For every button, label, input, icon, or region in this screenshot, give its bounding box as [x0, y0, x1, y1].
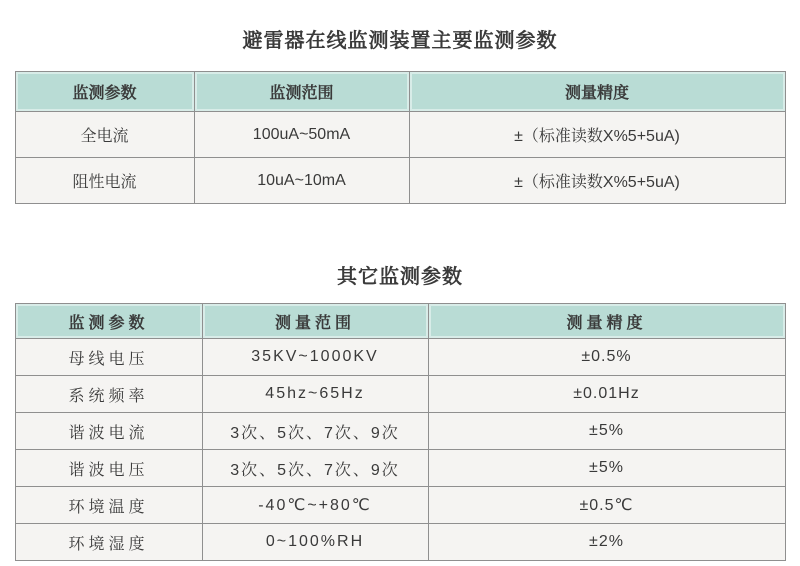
table-cell: ±（标准读数X%5+5uA) — [409, 158, 785, 204]
table-cell: 母线电压 — [15, 339, 202, 376]
table-cell: 0~100%RH — [202, 524, 428, 561]
table-row — [15, 112, 785, 158]
table-row — [15, 487, 785, 524]
table-row — [15, 413, 785, 450]
table-cell: 系统频率 — [15, 376, 202, 413]
other-table-title: 其它监测参数 — [337, 266, 463, 288]
header-cell-accuracy: 测量精度 — [409, 72, 785, 112]
table-row — [15, 339, 785, 376]
table-cell: 100uA~50mA — [194, 112, 409, 158]
table-cell: ±5% — [428, 450, 785, 487]
table-cell: 45hz~65Hz — [202, 376, 428, 413]
table-cell: -40℃~+80℃ — [202, 487, 428, 524]
table-cell: 10uA~10mA — [194, 158, 409, 204]
main-table-title: 避雷器在线监测装置主要监测参数 — [242, 30, 558, 52]
main-table-body — [15, 112, 785, 204]
table-cell: ±5% — [428, 413, 785, 450]
table-cell: 谐波电压 — [15, 450, 202, 487]
header-cell-accuracy: 测量精度 — [428, 304, 785, 339]
other-table-header — [15, 304, 785, 339]
main-parameters-table — [15, 71, 786, 204]
table-cell: ±0.01Hz — [428, 376, 785, 413]
table-cell: 谐波电流 — [15, 413, 202, 450]
table-cell: 35KV~1000KV — [202, 339, 428, 376]
table-header-row — [15, 304, 785, 339]
table-cell: ±0.5% — [428, 339, 785, 376]
table-row — [15, 524, 785, 561]
table-cell: 3次、5次、7次、9次 — [202, 450, 428, 487]
header-cell-range: 测量范围 — [202, 304, 428, 339]
table-cell: 3次、5次、7次、9次 — [202, 413, 428, 450]
other-table-body — [15, 339, 785, 561]
table-cell: ±2% — [428, 524, 785, 561]
other-parameters-table — [15, 303, 786, 561]
table-cell: 环境湿度 — [15, 524, 202, 561]
table-cell: 环境温度 — [15, 487, 202, 524]
table-cell: ±（标准读数X%5+5uA) — [409, 112, 785, 158]
table-cell: 阻性电流 — [15, 158, 194, 204]
header-cell-parameter: 监测参数 — [15, 304, 202, 339]
table-cell: 全电流 — [15, 112, 194, 158]
table-row — [15, 450, 785, 487]
header-cell-parameter: 监测参数 — [15, 72, 194, 112]
main-table-header — [15, 72, 785, 112]
table-header-row — [15, 72, 785, 112]
table-cell: ±0.5℃ — [428, 487, 785, 524]
header-cell-range: 监测范围 — [194, 72, 409, 112]
table-row — [15, 158, 785, 204]
table-row — [15, 376, 785, 413]
